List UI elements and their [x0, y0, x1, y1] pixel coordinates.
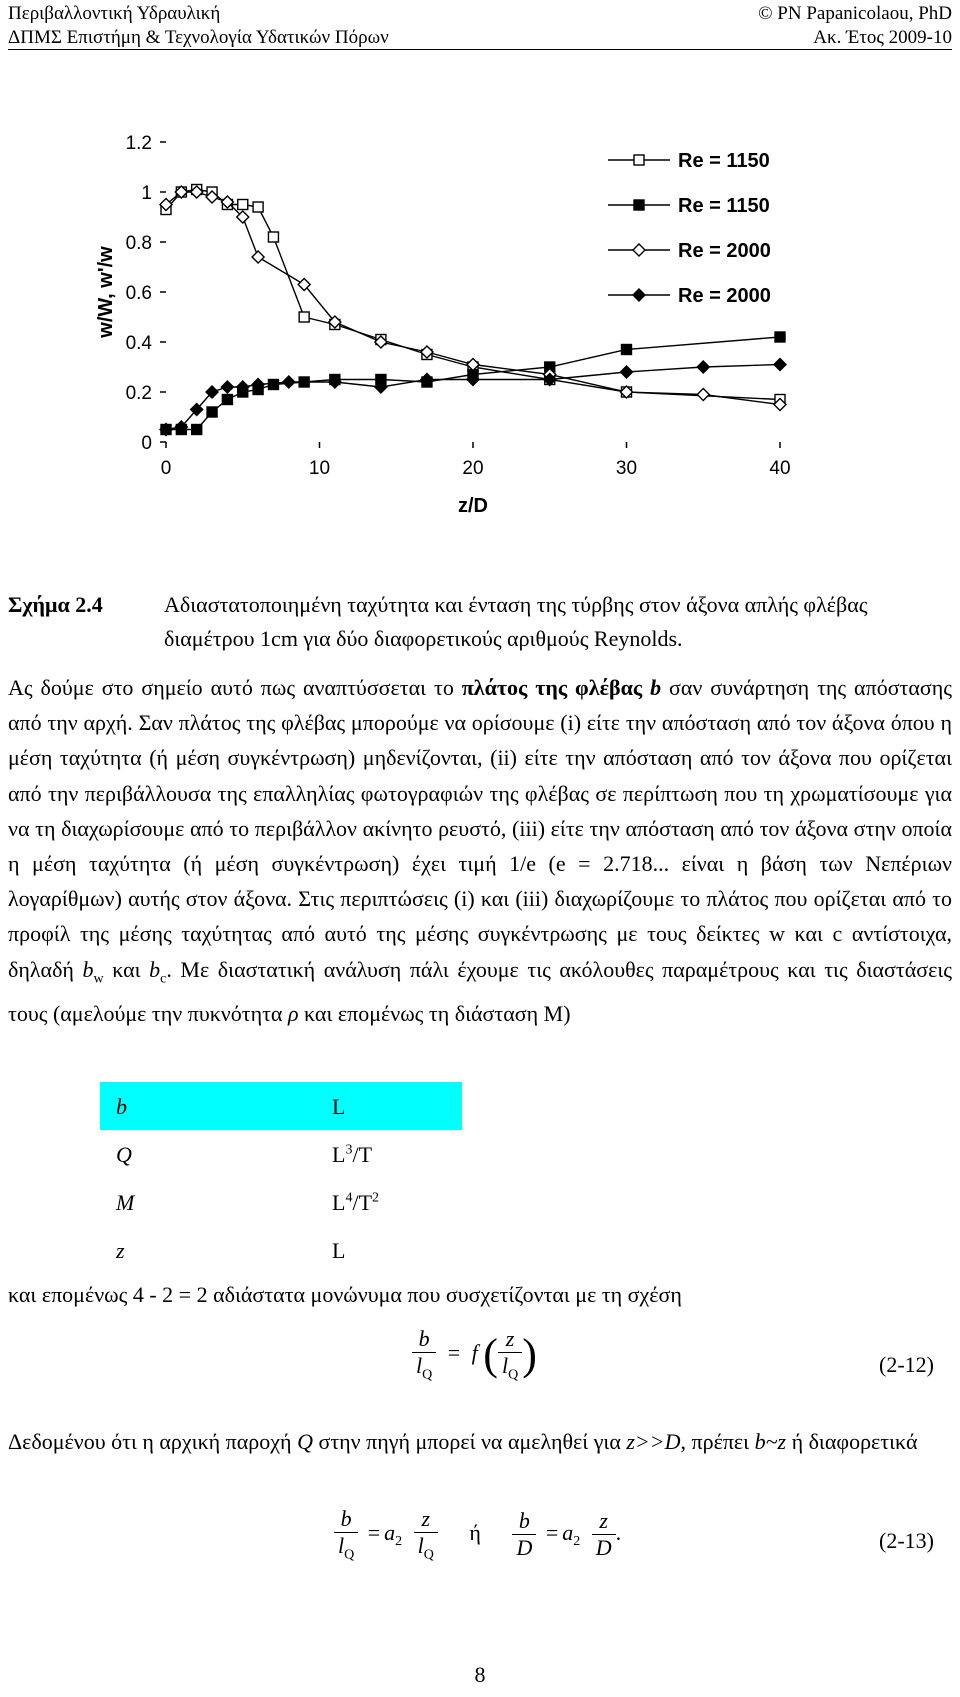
header-year: Ακ. Έτος 2009-10 [813, 27, 952, 48]
symbol-bw-sub: w [93, 971, 104, 987]
header-author: © PN Papanicolaou, PhD [758, 3, 952, 24]
y-tick-label: 0.8 [125, 233, 152, 254]
y-tick-label: 0.2 [125, 383, 152, 404]
para2-text-3: , πρέπει [680, 1429, 755, 1454]
eq13-or: ή [469, 1519, 481, 1545]
para1-bold-term: πλάτος της φλέβας [461, 675, 643, 700]
header-rule [8, 49, 952, 50]
data-point-s3 [621, 366, 633, 378]
eq13-lhs-2: $\frac{b}{D}$ [512, 1508, 536, 1561]
para1-text-1: Ας δούμε στο σημείο αυτό πως αναπτύσσεται το [8, 675, 462, 700]
data-point-s1 [622, 345, 632, 355]
para1-text-3: . Με διαστατική ανάλυση πάλι έχουμε τις ακόλουθες παραμέτρους και τις διαστάσεις τους (αμελούμε την πυκνότητα [8, 956, 953, 1027]
data-point-s1 [268, 380, 278, 390]
x-tick-label: 0 [160, 458, 172, 479]
dim-row-M [100, 1178, 462, 1226]
header-course: Περιβαλλοντική Υδραυλική [8, 3, 221, 24]
data-point-s0 [253, 202, 263, 212]
y-tick-label: 1 [141, 183, 152, 204]
eq13-coef-a: a [384, 1519, 396, 1545]
figure-caption [8, 588, 952, 656]
data-point-s2 [252, 251, 264, 263]
eq13-number: (2-13) [879, 1528, 934, 1553]
eq12-rhs: $\frac{z}{l_Q}$ [498, 1326, 522, 1383]
dim-value: L [332, 1238, 346, 1263]
para2-text-4: ή διαφορετικά [786, 1429, 918, 1454]
eq13-lhs: $\frac{b}{l_Q}$ [334, 1506, 358, 1563]
eq13-rhs-1: $\frac{z}{l_Q}$ [414, 1506, 438, 1563]
para2-text-1: Δεδομένου ότι η αρχική παροχή [8, 1429, 298, 1454]
data-point-s0 [238, 200, 248, 210]
y-tick-label: 0.6 [125, 283, 152, 304]
header-program: ΔΠΜΣ Επιστήμη & Τεχνολογία Υδατικών Πόρων [8, 27, 389, 48]
after-table-text: και επομένως 4 - 2 = 2 αδιάστατα μονώνυμα που συσχετίζονται με τη σχέση [8, 1282, 682, 1307]
equation-2-13 [334, 1506, 621, 1563]
para2-relation: b~z [754, 1429, 787, 1454]
eq13-equals-2: = [545, 1519, 559, 1545]
legend-label-0: Re = 1150 [678, 150, 770, 172]
legend-marker-0 [634, 155, 644, 165]
para1-and: και [103, 956, 150, 982]
dim-value: $L^3/T$ [332, 1142, 373, 1167]
data-point-s0 [299, 312, 309, 322]
dim-var: b [116, 1094, 127, 1119]
legend-label-1: Re = 1150 [678, 195, 770, 217]
eq12-number: (2-12) [879, 1352, 934, 1377]
data-point-s3 [221, 381, 233, 393]
x-tick-label: 10 [308, 458, 331, 479]
data-point-s1 [222, 395, 232, 405]
eq13-equals-1: = [367, 1519, 381, 1545]
para1-text-2: σαν συνάρτηση της απόστασης από την αρχή. Σαν πλάτος της φλέβας μπορούμε να ορίσουμε (i) είτε την απόσταση από τον άξονα όπου η μέση ταχύτητα (ή μέση συγκέντρωση) μηδενίζονται, (ii) είτε την απόσταση από τον άξονα που ορίζεται από την περιβάλλουσα της επαλληλίας φωτογραφιών της φλέβας σε περίπτωση που τη χρωματίσουμε για να τη διαχωρίσουμε από το περιβάλλον ακίνητο ρευστό, (iii) είτε την απόσταση από τον άξονα στην οποία η μέση ταχύτητα (ή μέση συγκέντρωση) έχει τιμή 1/e (e = 2.718... είναι η βάση των Νεπέριων λογαρίθμων) αυτής στον άξονα. Στις περιπτώσεις (i) και (iii) διαχωρίζουμε το πλάτος που ορίζεται από το προφίλ της μέσης ταχύτητας από αυτό της μέσης συγκέντρωσης με τους δείκτες w και c αντίστοιχα, δηλαδή [8, 675, 952, 982]
legend-marker-1 [634, 200, 644, 210]
eq12-paren-close: ) [522, 1330, 537, 1380]
legend-marker-3 [633, 289, 645, 301]
data-point-s0 [268, 232, 278, 242]
dim-var: Q [116, 1142, 132, 1167]
caption-text: Αδιαστατοποιημένη ταχύτητα και ένταση της τύρβης στον άξονα απλής φλέβας διαμέτρου 1cm για δύο διαφορετικούς αριθμούς Reynolds. [164, 592, 868, 651]
eq12-lhs: $\frac{b}{l_Q}$ [412, 1326, 436, 1383]
data-point-s3 [283, 376, 295, 388]
legend-marker-2 [633, 244, 645, 256]
para1-text-4: και επομένως τη διάσταση M) [298, 1001, 571, 1027]
eq12-equals: = [447, 1339, 461, 1365]
dimension-table [100, 1082, 462, 1274]
dim-value: L [332, 1094, 346, 1119]
para2-symbol-Q: Q [297, 1429, 313, 1454]
dim-row-b [100, 1082, 462, 1130]
dim-row-Q [100, 1130, 462, 1178]
eq13-coef-sub-2: 2 [573, 1534, 581, 1550]
y-tick-label: 1.2 [125, 133, 152, 154]
velocity-turbulence-chart [90, 130, 890, 560]
para2-condition: z>>D [626, 1429, 681, 1454]
data-point-s1 [207, 407, 217, 417]
equation-2-12 [412, 1326, 537, 1383]
eq12-paren-open: ( [483, 1330, 498, 1380]
caption-label: Σχήμα 2.4 [8, 592, 103, 617]
body-paragraph-1 [8, 670, 952, 1031]
eq12-function: f [471, 1339, 478, 1365]
x-tick-label: 30 [615, 458, 638, 479]
legend-label-3: Re = 2000 [678, 285, 771, 307]
body-paragraph-2 [8, 1424, 952, 1459]
y-tick-label: 0 [141, 433, 152, 454]
symbol-bc: b [149, 956, 161, 982]
symbol-rho: ρ [287, 1001, 299, 1027]
data-point-s2 [697, 389, 709, 401]
x-tick-label: 20 [462, 458, 484, 479]
para2-text-2: στην πηγή μπορεί να αμεληθεί για [312, 1429, 627, 1454]
data-point-s3 [774, 359, 786, 371]
data-point-s1 [775, 332, 785, 342]
eq13-period: . [615, 1519, 622, 1545]
y-axis-label: w/W, w'/w [95, 246, 117, 338]
data-point-s1 [192, 425, 202, 435]
eq13-coef-a-2: a [562, 1519, 574, 1545]
x-tick-label: 40 [769, 458, 791, 479]
x-axis-label: z/D [458, 495, 488, 517]
dim-value: $L^4/T^2$ [332, 1190, 380, 1215]
page-number: 8 [474, 1662, 486, 1687]
para1-symbol-b: b [650, 675, 662, 700]
data-point-s3 [697, 361, 709, 373]
symbol-bw: b [82, 956, 94, 982]
y-tick-label: 0.4 [125, 333, 152, 354]
dim-row-z [100, 1226, 462, 1274]
legend-label-2: Re = 2000 [678, 240, 771, 262]
dim-var: M [116, 1190, 135, 1215]
eq13-rhs-2: $\frac{z}{D}$ [592, 1508, 616, 1561]
eq13-coef-sub: 2 [395, 1534, 403, 1550]
dim-var: z [116, 1238, 125, 1263]
page-header [8, 2, 952, 50]
symbol-bc-sub: c [160, 971, 167, 987]
